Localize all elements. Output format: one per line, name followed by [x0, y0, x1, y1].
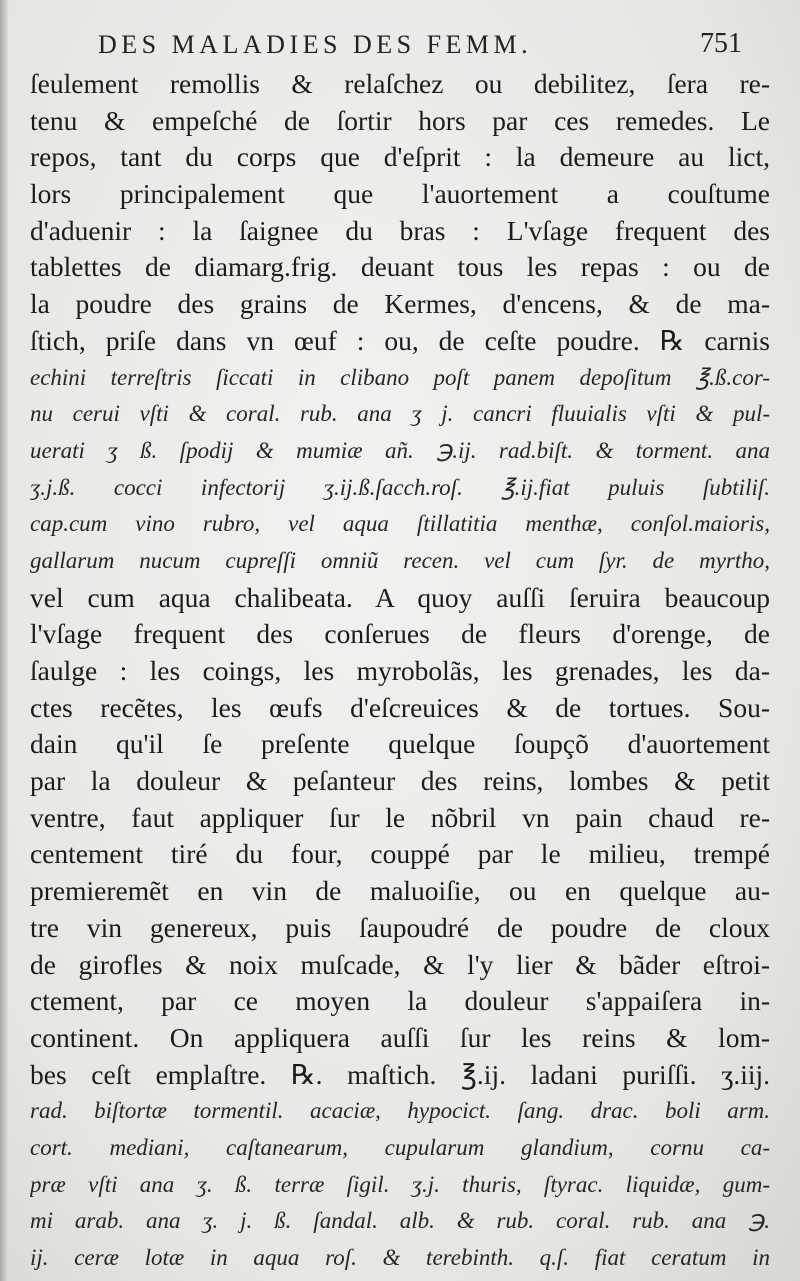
- text-line: ventre, faut appliquer ſur le nõbril vn pain chaud re-: [30, 801, 770, 833]
- text-line-italic: ʒ.j.ß. cocci infectorij ʒ.ij.ß.ſacch.roſ. ℥.ij.fiat puluis ſubtiliſ.: [30, 474, 770, 500]
- text-line: d'aduenir : la ſaignee du bras : L'vſage frequent des: [30, 214, 770, 246]
- text-line: tre vin genereux, puis ſaupoudré de poudre de cloux: [30, 911, 770, 943]
- text-line-italic: rad. biſtortæ tormentil. acaciæ, hypocict. ſang. drac. boli arm.: [30, 1098, 770, 1124]
- text-line: tablettes de diamarg.frig. deuant tous les repas : ou de: [30, 251, 770, 283]
- text-line: continent. On appliquera auſſi ſur les reins & lom-: [30, 1021, 770, 1053]
- page-number: 751: [700, 28, 742, 59]
- text-line-italic: præ vſti ana ʒ. ß. terræ ſigil. ʒ.j. thuris, ſtyrac. liquidæ, gum-: [30, 1171, 770, 1197]
- text-line: repos, tant du corps que d'eſprit : la demeure au lict,: [30, 141, 770, 173]
- text-line-italic: cap.cum vino rubro, vel aqua ſtillatitia menthæ, conſol.maioris,: [30, 511, 770, 537]
- text-line: l'vſage frequent des conſerues de fleurs d'orenge, de: [30, 618, 770, 650]
- text-line: tenu & empeſché de ſortir hors par ces remedes. Le: [30, 104, 770, 136]
- text-line: ctement, par ce moyen la douleur s'appaiſera in-: [30, 985, 770, 1017]
- text-line: de girofles & noix muſcade, & l'y lier & bãder eſtroi-: [30, 948, 770, 980]
- text-line: la poudre des grains de Kermes, d'encens, & de ma-: [30, 288, 770, 320]
- page-header: [0, 22, 800, 62]
- text-line-italic: echini terreſtris ſiccati in clibano poſt panem depoſitum ℥.ß.cor-: [30, 364, 770, 390]
- text-block: [30, 66, 770, 1277]
- text-line-italic: gallarum nucum cupreſſi omniũ recen. vel cum ſyr. de myrtho,: [30, 547, 770, 573]
- running-head: DES MALADIES DES FEMM.: [98, 30, 533, 59]
- text-line: ctes recẽtes, les œufs d'eſcreuices & de tortues. Sou-: [30, 691, 770, 723]
- page-gutter-shadow: [0, 0, 8, 1281]
- text-line: premieremẽt en vin de maluoiſie, ou en quelque au-: [30, 875, 770, 907]
- text-line-italic: ij. ceræ lotæ in aqua roſ. & terebinth. q.ſ. fiat ceratum in: [30, 1245, 770, 1270]
- text-line: vel cum aqua chalibeata. A quoy auſſi ſeruira beaucoup: [30, 581, 770, 613]
- text-line: dain qu'il ſe preſente quelque ſoupçõ d'auortement: [30, 728, 770, 760]
- text-line: ſeulement remollis & relaſchez ou debilitez, ſera re-: [30, 68, 770, 99]
- text-line: lors principalement que l'auortement a couſtume: [30, 178, 770, 210]
- text-line-italic: uerati ʒ ß. ſpodij & mumiæ añ. ℈.ij. rad.biſt. & torment. ana: [30, 437, 770, 463]
- text-line: centement tiré du four, couppé par le milieu, trempé: [30, 838, 770, 870]
- text-line: par la douleur & peſanteur des reins, lombes & petit: [30, 765, 770, 797]
- text-line: bes ceſt emplaſtre. ℞. maſtich. ℥.ij. ladani puriſſi. ʒ.iij.: [30, 1058, 770, 1090]
- text-line-italic: nu cerui vſti & coral. rub. ana ʒ j. cancri fluuialis vſti & pul-: [30, 401, 770, 427]
- text-line: ſaulge : les coings, les myrobolãs, les grenades, les da-: [30, 655, 770, 686]
- text-line-italic: cort. mediani, caſtanearum, cupularum glandium, cornu ca-: [30, 1134, 770, 1160]
- text-line-italic: mi arab. ana ʒ. j. ß. ſandal. alb. & rub. coral. rub. ana ℈.: [30, 1208, 770, 1234]
- text-line: ſtich, priſe dans vn œuf : ou, de ceſte poudre. ℞ carnis: [30, 324, 770, 356]
